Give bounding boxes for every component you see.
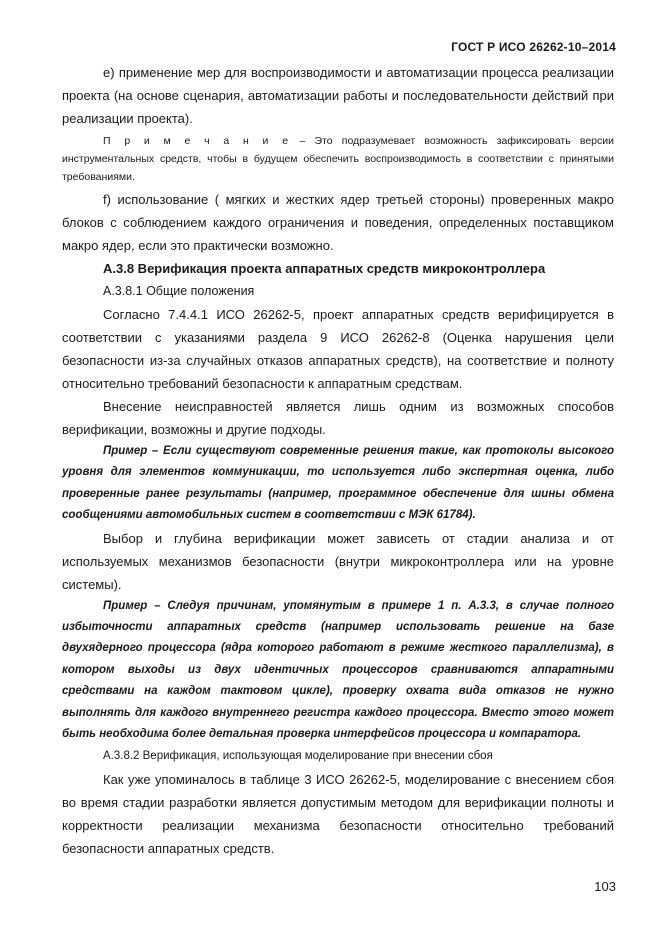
paragraph-simulation: Как уже упоминалось в таблице 3 ИСО 26262-5, моделирование с внесением сбоя во время стадии разработки является допустимым методом для верификации полноты и корректности реализации механизма безопасности относительно требований безопасности аппаратных средств. [62,772,614,857]
section-heading-a38: А.3.8 Верификация проекта аппаратных средств микроконтроллера [103,261,546,276]
list-item-e: е) применение мер для воспроизводимости и автоматизации процесса реализации проекта (на основе сценария, автоматизации работы и последовательности действий при реализации проекта). [62,65,614,126]
example-2: Пример – Следуя причинам, упомянутым в примере 1 п. А.3.3, в случае полного избыточности аппаратных средств (например использовать решение на базе двухядерного процессора (ядра которого работают в режиме жесткого параллелизма), в котором выходы из двух идентичных процессоров сравниваются аппаратными средствами на каждом тактовом цикле), проверку охвата вида отказов не нужно выполнять для каждого внутреннего регистра каждого процессора. Вместо этого может быть необходима более детальная проверка интерфейсов процессора и компаратора. [62,599,614,741]
example-1: Пример – Если существуют современные решения такие, как протоколы высокого уровня для элементов коммуникации, то используется либо экспертная оценка, либо проверенные ранее результаты (например, программное обеспечение для шины обмена сообщениями автомобильных систем в соответствии с МЭК 61784). [62,445,614,522]
paragraph-according: Согласно 7.4.4.1 ИСО 26262-5, проект аппаратных средств верифицируется в соответствии с указаниями раздела 9 ИСО 26262-8 (Оценка нарушения цели безопасности из-за случайных отказов аппаратных средств), на соответствие и полноту относительно требований безопасности к аппаратным средствам. [62,307,614,391]
body-text [62,61,614,860]
note-paragraph [62,132,614,186]
list-item-f: f) использование ( мягких и жестких ядер третьей стороны) проверенных макро блоков с соблюдением каждого ограничения и поведения, определенных поставщиком макро ядер, если это практически возможно. [62,192,614,253]
paragraph-choice: Выбор и глубина верификации может зависеть от стадии анализа и от используемых механизмов безопасности (внутри микроконтроллера или на уровне системы). [62,530,614,592]
subsection-a382: А.3.8.2 Верификация, использующая моделирование при внесении сбоя [103,750,493,763]
note-text: – Это подразумевает возможность зафиксировать версии инструментальных средств, чтобы в будущем обеспечить воспроизводимость в соответствии с принятыми требованиями. [62,135,614,183]
note-label: П р и м е ч а н и е [103,135,291,147]
page-number: 103 [594,879,616,894]
subsection-a381: А.3.8.1 Общие положения [103,284,255,298]
paragraph-fault-injection: Внесение неисправностей является лишь одним из возможных способов верификации, возможны и другие подходы. [62,399,614,437]
standard-header: ГОСТ Р ИСО 26262-10–2014 [451,40,616,54]
